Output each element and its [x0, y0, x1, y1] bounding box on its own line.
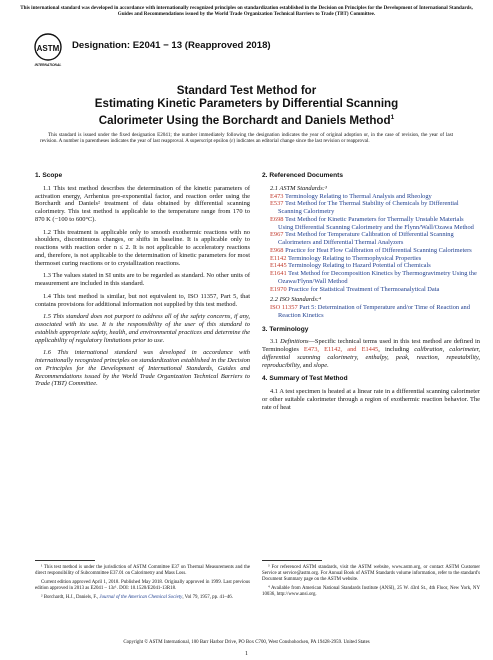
ref-item[interactable]: E1970 Practice for Statistical Treatment of Thermoanalytical Data — [270, 285, 440, 293]
title-line-2: Estimating Kinetic Parameters by Differential Scanning — [94, 97, 399, 111]
para-1-6: 1.6 This international standard was developed in accordance with internationally recognized principles on standardization established in the Decision on Principles for the Development of International Standards, Guides and Recommendations issued by the World Trade Organization Technical Barriers to Trade (TBT) Committee. — [35, 349, 250, 388]
ref-item[interactable]: E473 Terminology Relating to Thermal Analysis and Rheology — [270, 192, 432, 200]
terminology-links[interactable]: E473, E1142, and E1445 — [303, 346, 379, 353]
document-title — [40, 84, 453, 127]
para-3-1: 3.1 Definitions—Specific technical terms used in this test method are defined in Terminologies E473, E1142, and E1445, including calibration, calorimeter, differential scanning calorimetry, enthalpy, peak, reaction, repeatability, reproducibility, and slope. — [262, 338, 481, 369]
ref-item[interactable]: E698 Test Method for Kinetic Parameters for Thermally Unstable Materials Using Differential Scanning Calorimetry and the Flynn/Wall/Ozawa Method — [270, 215, 474, 231]
designation: Designation: E2041 − 13 (Reapproved 2018) — [72, 40, 271, 51]
refs-heading: 2. Referenced Documents — [262, 172, 343, 179]
footnote-divider-left — [35, 560, 95, 561]
iso-ref-item[interactable]: ISO 11357 Part 5: Determination of Temperature and/or Time of Reaction and Reaction Kinetics — [270, 304, 470, 319]
ref-item[interactable]: E968 Practice for Heat Flow Calibration of Differential Scanning Calorimeters — [270, 246, 472, 254]
para-1-1: 1.1 This test method describes the determination of the kinetic parameters of activation energy, Arrhenius pre-exponential factor, and reaction order using the Borchardt and Daniels² treatment of data obtained by differential scanning calorimetry. This test method is applicable to the temperature range from 170 to 870 K (−100 to 600°C). — [35, 184, 250, 223]
standard-note: This standard is issued under the fixed designation E2041; the number immediately following the designation indicates the year of original adoption or, in the case of revision, the year of last revision. A number in parentheses indicates the year of last reapproval. A superscript epsilon (ε) indicates an editorial change since the last revision or reapproval. — [40, 132, 453, 145]
footnotes-left — [35, 565, 250, 604]
para-1-2: 1.2 This treatment is applicable only to smooth exothermic reactions with no shoulders, discontinuous changes, or shifts in baseline. It is applicable only to reactions with reaction order n ≤ 2. It is not applicable to acceleratory reactions and, therefore, is not applicable to the determination of kinetic parameters for most thermoset curing reactions or to crystallization reactions. — [35, 228, 250, 267]
para-1-5: 1.5 This standard does not purport to address all of the safety concerns, if any, associated with its use. It is the responsibility of the user of this standard to establish appropriate safety, health, and environmental practices and determine the applicability of regulatory limitations prior to use. — [35, 313, 250, 344]
ref-item[interactable]: E537 Test Method for The Thermal Stability of Chemicals by Differential Scanning Calorimetry — [270, 200, 459, 215]
logo-text-international: INTERNATIONAL — [34, 63, 62, 67]
ref-item[interactable]: E967 Test Method for Temperature Calibration of Differential Scanning Calorimeters and Differential Thermal Analyzers — [270, 231, 454, 246]
ref-item[interactable]: E1142 Terminology Relating to Thermophysical Properties — [270, 254, 422, 262]
footnotes-right — [262, 565, 480, 601]
iso-standards-label: 2.2 ISO Standards:⁴ — [270, 296, 322, 304]
wto-notice: This international standard was developed in accordance with internationally recognized principles on standardization established in the Decision on Principles for the Development of International Standards, Guides and Recommendations issued by the World Trade Organization Technical Barriers to Trade (TBT) Committee. — [20, 5, 473, 18]
right-column — [262, 172, 480, 416]
page-number: 1 — [245, 651, 248, 657]
para-1-4: 1.4 This test method is similar, but not equivalent to, ISO 11357, Part 5, that contains provisions for additional information not supplied by this test method. — [35, 292, 250, 308]
journal-link[interactable]: Journal of the American Chemical Society — [99, 595, 183, 600]
terminology-heading: 3. Terminology — [262, 325, 309, 333]
title-footnote-ref[interactable]: 1 — [390, 113, 395, 121]
logo-text-astm: ASTM — [36, 44, 60, 53]
footnote-2: ² Borchardt, H.J., Daniels, F., Journal of the American Chemical Society, Vol 79, 1957, pp. 41–46. — [41, 595, 233, 600]
astm-ref-list — [262, 193, 480, 294]
copyright: Copyright © ASTM International, 100 Barr Harbor Drive, PO Box C700, West Conshohocken, PA 19428-2959. United States — [123, 640, 370, 645]
summary-heading: 4. Summary of Test Method — [262, 375, 348, 383]
title-line-3: Calorimeter Using the Borchardt and Daniels Method$^1$ — [98, 113, 395, 127]
para-1-3: 1.3 The values stated in SI units are to be regarded as standard. No other units of measurement are included in this standard. — [35, 272, 250, 287]
para-4-1: 4.1 A test specimen is heated at a linear rate in a differential scanning calorimeter or other suitable calorimeter through a region of exothermic reaction behavior. The rate of heat — [262, 388, 480, 411]
iso-ref-list — [262, 304, 480, 320]
footnote-divider-right — [262, 560, 322, 561]
footnote-1b: Current edition approved April 1, 2018. Published May 2018. Originally approved in 1999. Last previous edition approved in 2013 as E2041 – 13ε¹. DOI: 10.1520/E2041-13R18. — [35, 580, 250, 591]
ref-item[interactable]: E1641 Test Method for Decomposition Kinetics by Thermogravimetry Using the Ozawa/Flynn/Wall Method — [270, 270, 477, 285]
astm-standards-label: 2.1 ASTM Standards:³ — [270, 184, 327, 192]
footnote-3: ³ For referenced ASTM standards, visit the ASTM website, www.astm.org, or contact ASTM Customer Service at service@astm.org. For Annual Book of ASTM Standards volume information, refer to the standard's Document Summary page on the ASTM website. — [262, 565, 480, 582]
scope-heading: 1. Scope — [35, 172, 63, 179]
ref-item[interactable]: E1445 Terminology Relating to Hazard Potential of Chemicals — [270, 262, 431, 270]
footnote-4: ⁴ Available from American National Standards Institute (ANSI), 25 W. 43rd St., 4th Floor, New York, NY 10036, http://www.ansi.org. — [262, 586, 480, 597]
title-line-1: Standard Test Method for — [176, 84, 317, 97]
astm-logo-icon — [33, 32, 63, 80]
footnote-1: ¹ This test method is under the jurisdiction of ASTM Committee E37 on Thermal Measurements and the direct responsibility of Subcommittee E37.01 on Calorimetry and Mass Loss. — [35, 565, 250, 576]
left-column — [35, 172, 250, 393]
